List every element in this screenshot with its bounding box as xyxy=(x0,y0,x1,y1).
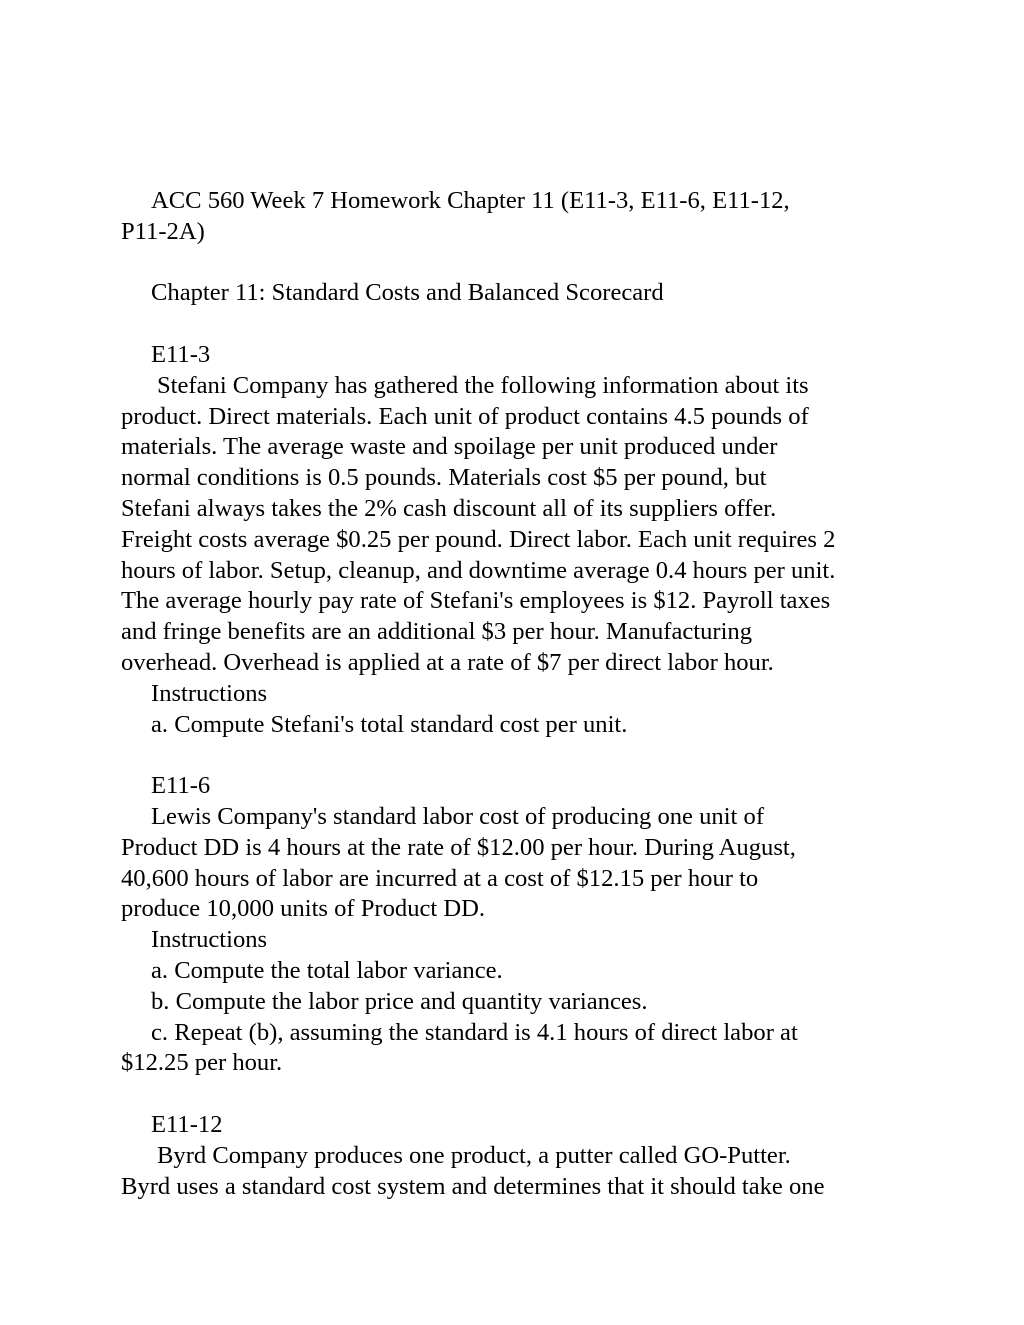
title-line-1: ACC 560 Week 7 Homework Chapter 11 (E11-3, E11-6, E11-12, xyxy=(151,187,790,214)
instruction-item-a: a. Compute Stefani's total standard cost per unit. xyxy=(151,710,628,738)
exercise-body-line: produce 10,000 units of Product DD. xyxy=(121,895,486,923)
exercise-body-line: overhead. Overhead is applied at a rate of $7 per direct labor hour. xyxy=(121,648,774,676)
exercise-label: E11-6 xyxy=(151,772,211,800)
exercise-e11-12 xyxy=(121,1110,911,1202)
exercise-body-line: Freight costs average $0.25 per pound. Direct labor. Each unit requires 2 xyxy=(121,525,836,553)
exercise-body-line: materials. The average waste and spoilage per unit produced under xyxy=(121,433,778,461)
exercise-body-line: hours of labor. Setup, cleanup, and downtime average 0.4 hours per unit. xyxy=(121,556,836,584)
exercise-body-line: product. Direct materials. Each unit of product contains 4.5 pounds of xyxy=(121,402,809,430)
title-line-2: P11-2A) xyxy=(121,217,205,245)
exercise-e11-6 xyxy=(121,771,911,1079)
instruction-item-c: c. Repeat (b), assuming the standard is 4.1 hours of direct labor at xyxy=(151,1018,798,1046)
exercise-body-line: Lewis Company's standard labor cost of producing one unit of xyxy=(151,802,765,830)
exercise-body-line: Byrd uses a standard cost system and determines that it should take one xyxy=(121,1172,825,1200)
instructions-label: Instructions xyxy=(151,679,268,707)
exercise-label: E11-12 xyxy=(151,1110,223,1138)
exercise-label: E11-3 xyxy=(151,340,211,368)
chapter-heading-text: Chapter 11: Standard Costs and Balanced Scorecard xyxy=(151,279,664,307)
exercise-body-line: The average hourly pay rate of Stefani's employees is $12. Payroll taxes xyxy=(121,587,831,615)
document-title xyxy=(121,186,911,248)
exercise-body-line: Stefani Company has gathered the following information about its xyxy=(157,371,809,399)
instruction-item-a: a. Compute the total labor variance. xyxy=(151,956,503,984)
exercise-body-line: 40,600 hours of labor are incurred at a cost of $12.15 per hour to xyxy=(121,864,759,892)
instruction-item-c-continued: $12.25 per hour. xyxy=(121,1049,283,1077)
exercise-body-line: and fringe benefits are an additional $3 per hour. Manufacturing xyxy=(121,618,753,646)
chapter-heading xyxy=(121,278,911,309)
exercise-body-line: Byrd Company produces one product, a putter called GO-Putter. xyxy=(157,1141,791,1169)
exercise-body-line: normal conditions is 0.5 pounds. Materials cost $5 per pound, but xyxy=(121,464,767,492)
document-content xyxy=(121,186,911,1233)
exercise-e11-3 xyxy=(121,340,911,740)
exercise-body-line: Stefani always takes the 2% cash discount all of its suppliers offer. xyxy=(121,494,777,522)
instruction-item-b: b. Compute the labor price and quantity variances. xyxy=(151,987,648,1015)
instructions-label: Instructions xyxy=(151,926,268,954)
exercise-body-line: Product DD is 4 hours at the rate of $12.00 per hour. During August, xyxy=(121,833,796,861)
